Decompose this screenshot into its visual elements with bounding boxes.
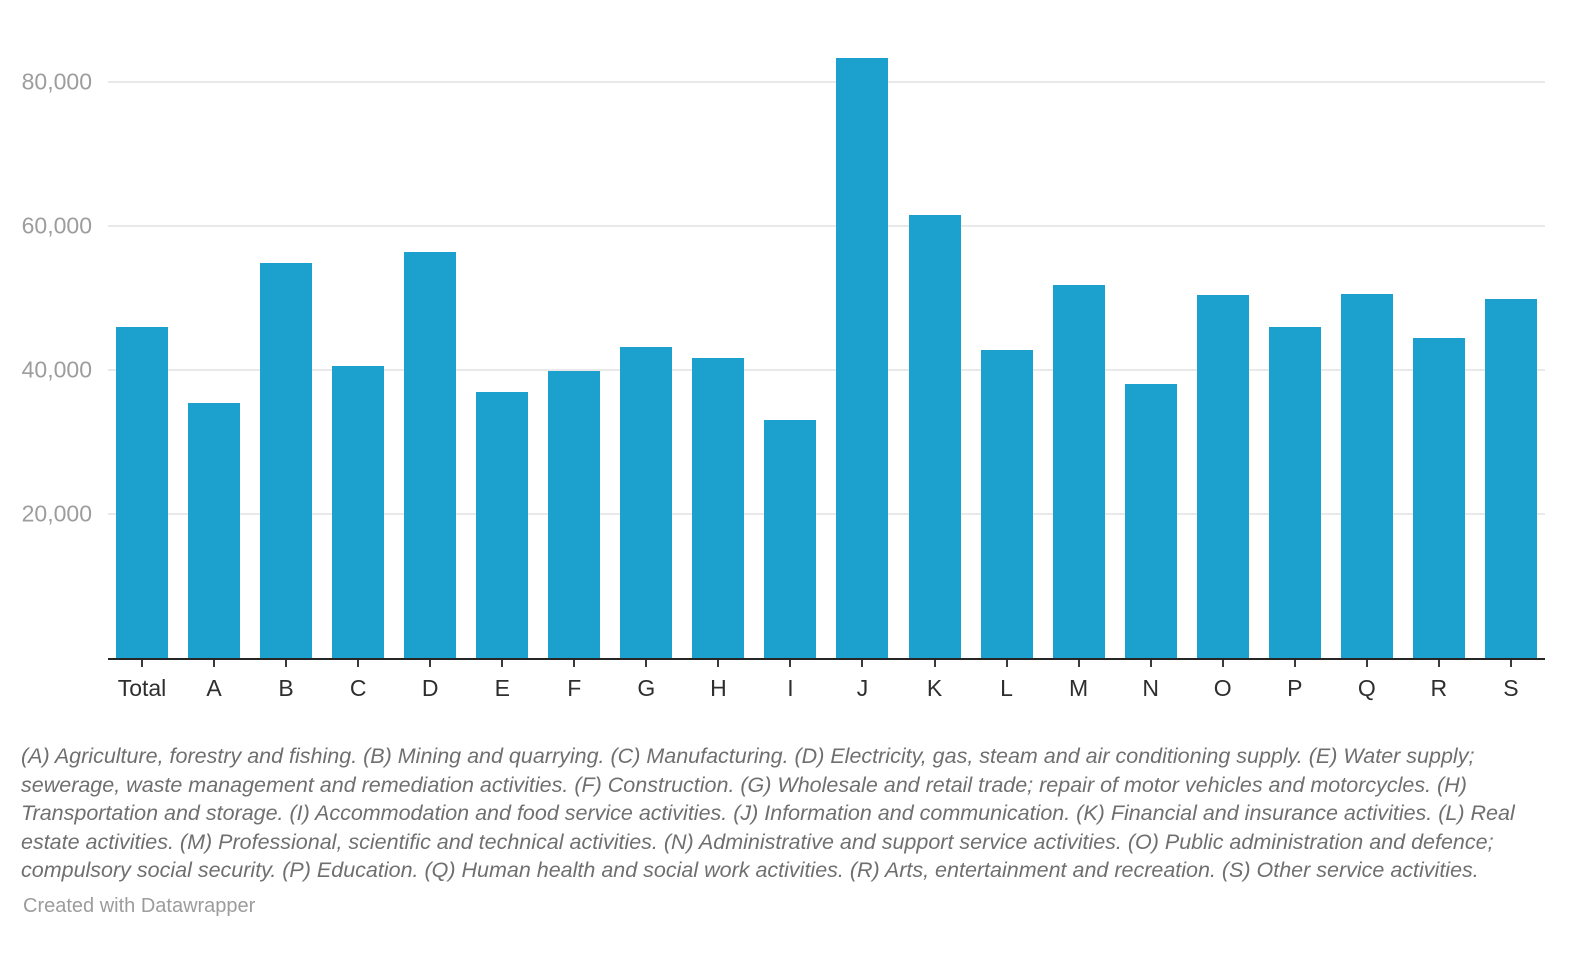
bar-i[interactable] <box>764 420 816 658</box>
x-axis-column-p <box>1269 660 1321 702</box>
x-axis-label-b: B <box>278 675 294 701</box>
x-axis-label-j: J <box>856 675 869 701</box>
x-axis-tick <box>1006 660 1008 667</box>
x-axis-label-c: C <box>349 675 367 701</box>
x-axis-column-q <box>1341 660 1393 702</box>
x-axis-column-s <box>1485 660 1537 702</box>
x-axis-label-g: G <box>637 675 656 701</box>
bars-layer <box>108 28 1545 658</box>
x-axis-column-f <box>548 660 600 702</box>
x-axis-tick <box>789 660 791 667</box>
y-axis-tick-label: 80,000 <box>21 68 92 95</box>
x-axis-tick <box>1366 660 1368 667</box>
bar-o[interactable] <box>1197 295 1249 658</box>
x-axis-tick <box>1150 660 1152 667</box>
plot-area <box>21 28 1545 660</box>
bar-c[interactable] <box>332 366 384 658</box>
x-axis-tick <box>429 660 431 667</box>
x-axis-column-j <box>836 660 888 702</box>
attribution: Created with Datawrapper <box>23 894 256 917</box>
y-axis-tick-label: 60,000 <box>21 212 92 239</box>
x-axis-tick <box>1222 660 1224 667</box>
bar-p[interactable] <box>1269 327 1321 658</box>
x-axis-column-r <box>1413 660 1465 702</box>
x-axis-column-k <box>909 660 961 702</box>
x-axis-column-c <box>332 660 384 702</box>
bar-a[interactable] <box>188 403 240 658</box>
x-axis-column-b <box>260 660 312 702</box>
x-axis-column-a <box>188 660 240 702</box>
x-axis-column-i <box>764 660 816 702</box>
x-axis-label-s: S <box>1503 675 1519 701</box>
bar-n[interactable] <box>1125 384 1177 658</box>
x-axis-column-d <box>404 660 456 702</box>
x-axis-tick <box>573 660 575 667</box>
footnote: (A) Agriculture, forestry and fishing. (B) Mining and quarrying. (C) Manufacturing. (D) Electricity, gas, steam and air conditioning supply. (E) Water supply; sewerage, waste management and remediation activities. (F) Construction. (G) Wholesale and retail trade; repair of motor vehicles and motorcycles. (H) Transportation and storage. (I) Accommodation and food service activities. (J) Information and communication. (K) Financial and insurance activities. (L) Real estate activities. (M) Professional, scientific and technical activities. (N) Administrative and support service activities. (O) Public administration and defence; compulsory social security. (P) Education. (Q) Human health and social work activities. (R) Arts, entertainment and recreation. (S) Other service activities. <box>21 744 1515 883</box>
bar-m[interactable] <box>1053 285 1105 658</box>
bar-e[interactable] <box>476 392 528 658</box>
x-axis-tick <box>934 660 936 667</box>
x-axis-tick <box>141 660 143 667</box>
bar-q[interactable] <box>1341 294 1393 658</box>
x-axis-label-o: O <box>1213 675 1232 701</box>
x-axis-tick <box>717 660 719 667</box>
x-axis-label-i: I <box>787 675 794 701</box>
y-axis-tick-label: 20,000 <box>21 500 92 527</box>
x-axis-column-m <box>1053 660 1105 702</box>
x-axis-column-n <box>1125 660 1177 702</box>
bar-d[interactable] <box>404 252 456 658</box>
x-axis-label-e: E <box>494 675 510 701</box>
x-axis-tick <box>357 660 359 667</box>
x-axis-column-o <box>1197 660 1249 702</box>
bar-s[interactable] <box>1485 299 1537 658</box>
x-axis-tick <box>1294 660 1296 667</box>
x-axis-column-l <box>981 660 1033 702</box>
x-axis-tick <box>1438 660 1440 667</box>
x-axis-tick <box>213 660 215 667</box>
bar-l[interactable] <box>981 350 1033 658</box>
x-axis-label-n: N <box>1142 675 1159 701</box>
x-axis-column-e <box>476 660 528 702</box>
x-axis-label-q: Q <box>1357 675 1376 701</box>
x-axis-label-d: D <box>421 675 439 701</box>
bar-total[interactable] <box>116 327 168 658</box>
bar-j[interactable] <box>836 58 888 658</box>
x-axis-label-h: H <box>710 675 727 701</box>
x-axis-tick <box>1078 660 1080 667</box>
bar-r[interactable] <box>1413 338 1465 658</box>
x-axis-column-total <box>116 660 168 702</box>
x-axis-label-r: R <box>1430 675 1448 701</box>
x-axis-label-p: P <box>1287 675 1303 701</box>
x-axis <box>108 660 1545 702</box>
x-axis-label-a: A <box>206 675 222 701</box>
bar-k[interactable] <box>909 215 961 658</box>
x-axis-tick <box>861 660 863 667</box>
bar-h[interactable] <box>692 358 744 658</box>
bar-g[interactable] <box>620 347 672 658</box>
x-axis-tick <box>501 660 503 667</box>
x-axis-column-h <box>692 660 744 702</box>
x-axis-tick <box>1510 660 1512 667</box>
y-axis-tick-label: 40,000 <box>21 356 92 383</box>
x-axis-label-f: F <box>567 675 582 701</box>
x-axis-label-k: K <box>926 675 943 701</box>
bar-f[interactable] <box>548 371 600 658</box>
x-axis-tick <box>645 660 647 667</box>
x-axis-label-l: L <box>1000 675 1013 701</box>
x-axis-label-m: M <box>1069 675 1089 701</box>
x-axis-label-total: Total <box>117 675 167 701</box>
x-axis-column-g <box>620 660 672 702</box>
x-axis-tick <box>285 660 287 667</box>
bar-b[interactable] <box>260 263 312 658</box>
